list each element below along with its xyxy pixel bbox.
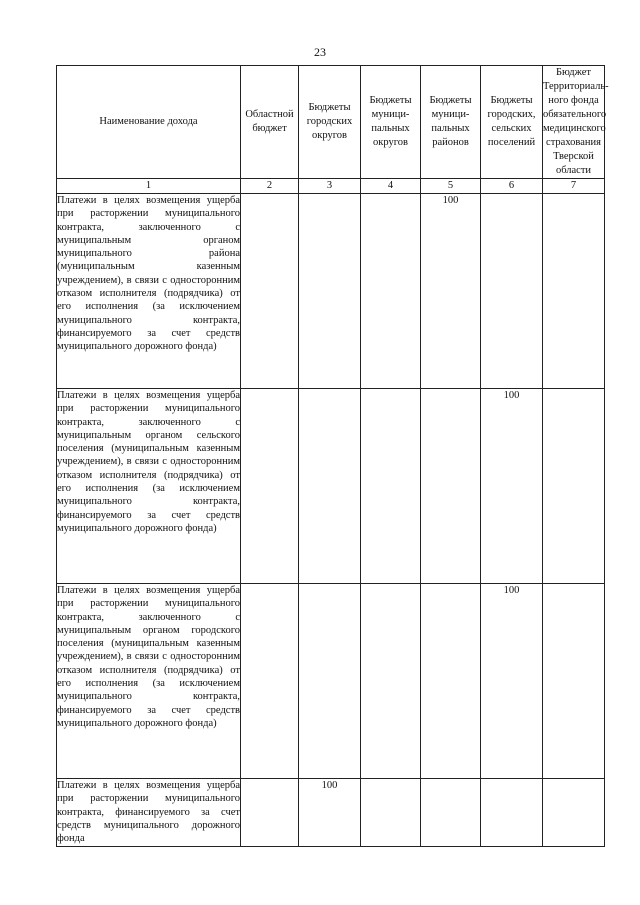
column-number-row	[57, 179, 605, 194]
value-cell	[299, 194, 361, 389]
value-cell	[543, 194, 605, 389]
header-city-districts: Бюджеты городских округов	[299, 66, 361, 179]
value-cell: 100	[421, 194, 481, 389]
header-settlements: Бюджеты городских, сельских поселений	[481, 66, 543, 179]
header-municipal-districts: Бюджеты муници-пальных округов	[361, 66, 421, 179]
header-row	[57, 66, 605, 179]
income-name-text: Платежи в целях возмещения ущерба при расторжении муниципального контракта, заключенного с муниципальным органом городского поселения (муниципальным казенным учреждением), в связи с односторонним отказом исполнителя (подрядчика) от его исполнения (за исключением муниципального контракта, финансируемого за счет средств муниципального дорожного фонда)	[57, 585, 240, 729]
income-name-cell	[57, 389, 241, 584]
value-cell	[361, 584, 421, 779]
income-name-cell	[57, 584, 241, 779]
income-name-cell	[57, 194, 241, 389]
table-row	[57, 389, 605, 584]
value-cell	[543, 584, 605, 779]
header-municipal-regions: Бюджеты муници-пальных районов	[421, 66, 481, 179]
value-cell	[241, 389, 299, 584]
income-name-text: Платежи в целях возмещения ущерба при расторжении муниципального контракта, заключенного с муниципальным органом сельского поселения (муниципальным казенным учреждением), в связи с односторонним отказом исполнителя (подрядчика) от его исполнения (за исключением муниципального контракта, финансируемого за счет средств муниципального дорожного фонда)	[57, 390, 240, 534]
value-cell	[543, 779, 605, 847]
value-cell	[299, 389, 361, 584]
value-cell: 100	[481, 389, 543, 584]
table-row	[57, 584, 605, 779]
column-number: 1	[57, 179, 241, 194]
value-cell	[241, 779, 299, 847]
value-cell	[421, 389, 481, 584]
value-cell	[481, 194, 543, 389]
column-number: 3	[299, 179, 361, 194]
value-cell	[543, 389, 605, 584]
income-name-text: Платежи в целях возмещения ущерба при расторжении муниципального контракта, заключенного с муниципальным органом муниципального района (муниципальным казенным учреждением), в связи с односторонним отказом исполнителя (подрядчика) от его исполнения (за исключением муниципального контракта, финансируемого за счет средств муниципального дорожного фонда)	[57, 195, 240, 353]
value-cell	[241, 584, 299, 779]
value-cell	[361, 194, 421, 389]
value-cell	[361, 389, 421, 584]
value-cell	[299, 584, 361, 779]
value-cell: 100	[299, 779, 361, 847]
value-cell	[241, 194, 299, 389]
income-name-text: Платежи в целях возмещения ущерба при расторжении муниципального контракта, финансируемого за счет средств муниципального дорожного фонда	[57, 780, 240, 845]
value-cell	[421, 779, 481, 847]
header-medical-insurance-fund: Бюджет Территориаль-ного фонда обязательного медицинского страхования Тверской области	[543, 66, 605, 179]
column-number: 4	[361, 179, 421, 194]
table-row	[57, 779, 605, 847]
value-cell	[481, 779, 543, 847]
table-row	[57, 194, 605, 389]
page-number: 23	[314, 45, 326, 59]
income-name-cell	[57, 779, 241, 847]
value-cell	[361, 779, 421, 847]
column-number: 7	[543, 179, 605, 194]
column-number: 6	[481, 179, 543, 194]
column-number: 2	[241, 179, 299, 194]
value-cell	[421, 584, 481, 779]
header-income-name: Наименование дохода	[57, 66, 241, 179]
column-number: 5	[421, 179, 481, 194]
header-regional-budget: Областной бюджет	[241, 66, 299, 179]
value-cell: 100	[481, 584, 543, 779]
income-distribution-table	[56, 65, 609, 847]
